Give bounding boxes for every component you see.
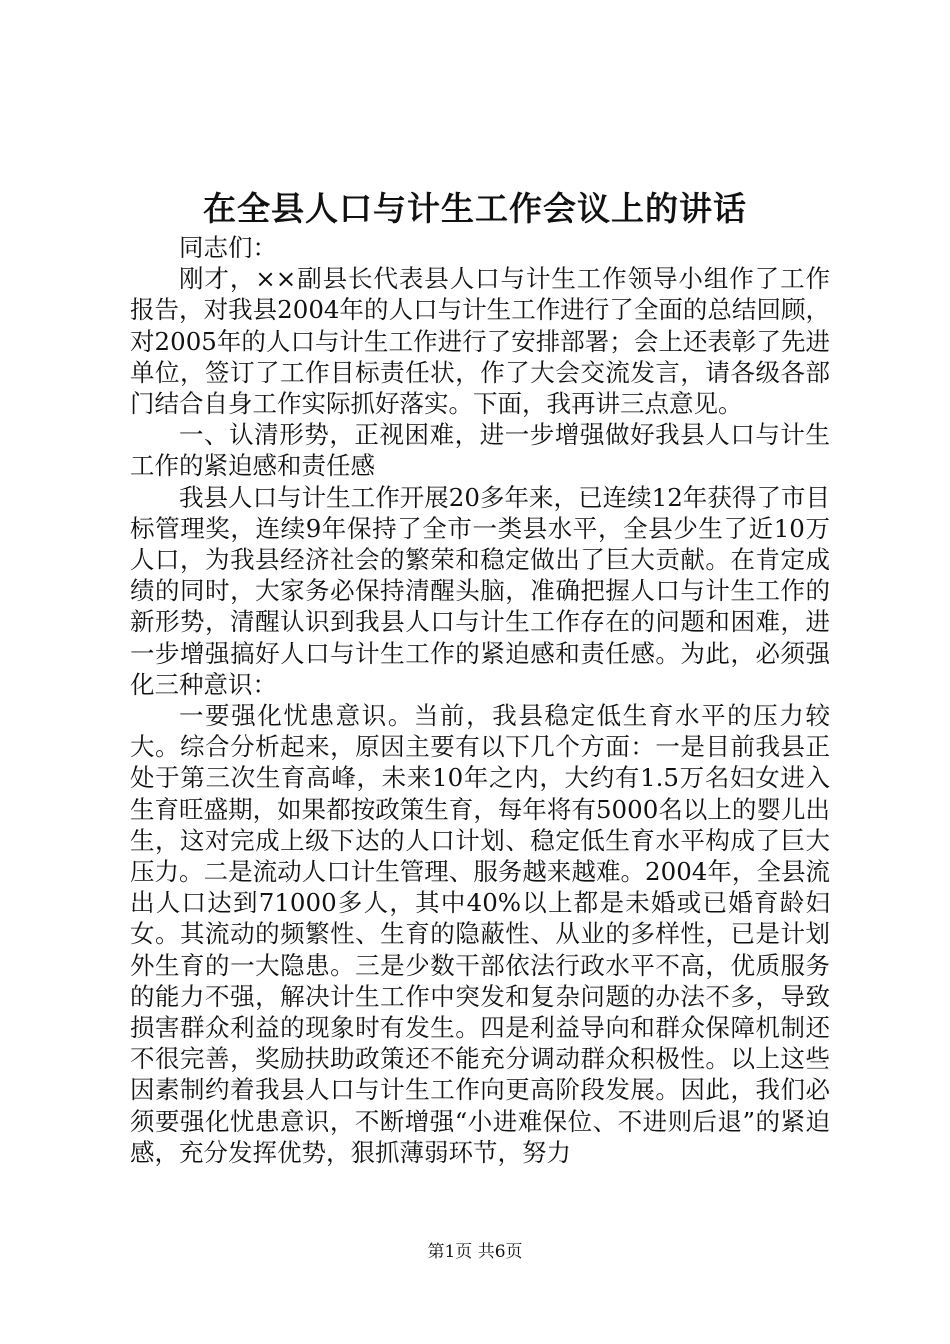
document-body <box>130 232 830 1168</box>
document-title: 在全县人口与计生工作会议上的讲话 <box>203 189 747 228</box>
paragraph: 一要强化忧患意识。当前，我县稳定低生育水平的压力较大。综合分析起来，原因主要有以下几个方面：一是目前我县正处于第三次生育高峰，未来10年之内，大约有1.5万名妇女进入生育旺盛期，如果都按政策生育，每年将有5000名以上的婴儿出生，这对完成上级下达的人口计划、稳定低生育水平构成了巨大压力。二是流动人口计生管理、服务越来越难。2004年，全县流出人口达到71000多人，其中40%以上都是未婚或已婚育龄妇女。其流动的频繁性、生育的隐蔽性、从业的多样性，已是计划外生育的一大隐患。三是少数干部依法行政水平不高，优质服务的能力不强，解决计生工作中突发和复杂问题的办法不多，导致损害群众利益的现象时有发生。四是利益导向和群众保障机制还不很完善，奖励扶助政策还不能充分调动群众积极性。以上这些因素制约着我县人口与计生工作向更高阶段发展。因此，我们必须要强化忧患意识，不断增强“小进难保位、不进则后退”的紧迫感，充分发挥优势，狠抓薄弱环节，努力 <box>130 701 830 1167</box>
section-heading: 一、认清形势，正视困难，进一步增强做好我县人口与计生工作的紧迫感和责任感 <box>130 420 830 481</box>
paragraph: 刚才，××副县长代表县人口与计生工作领导小组作了工作报告，对我县2004年的人口与计生工作进行了全面的总结回顾，对2005年的人口与计生工作进行了安排部署；会上还表彰了先进单位，签订了工作目标责任状，作了大会交流发言，请各级各部门结合自身工作实际抓好落实。下面，我再讲三点意见。 <box>130 264 830 419</box>
paragraph: 我县人口与计生工作开展20多年来，已连续12年获得了市目标管理奖，连续9年保持了全市一类县水平，全县少生了近10万人口，为我县经济社会的繁荣和稳定做出了巨大贡献。在肯定成绩的同时，大家务必保持清醒头脑，准确把握人口与计生工作的新形势，清醒认识到我县人口与计生工作存在的问题和困难，进一步增强搞好人口与计生工作的紧迫感和责任感。为此，必须强化三种意识： <box>130 482 830 699</box>
salutation: 同志们： <box>179 233 277 262</box>
page-footer: 第1页 共6页 <box>427 1242 523 1262</box>
